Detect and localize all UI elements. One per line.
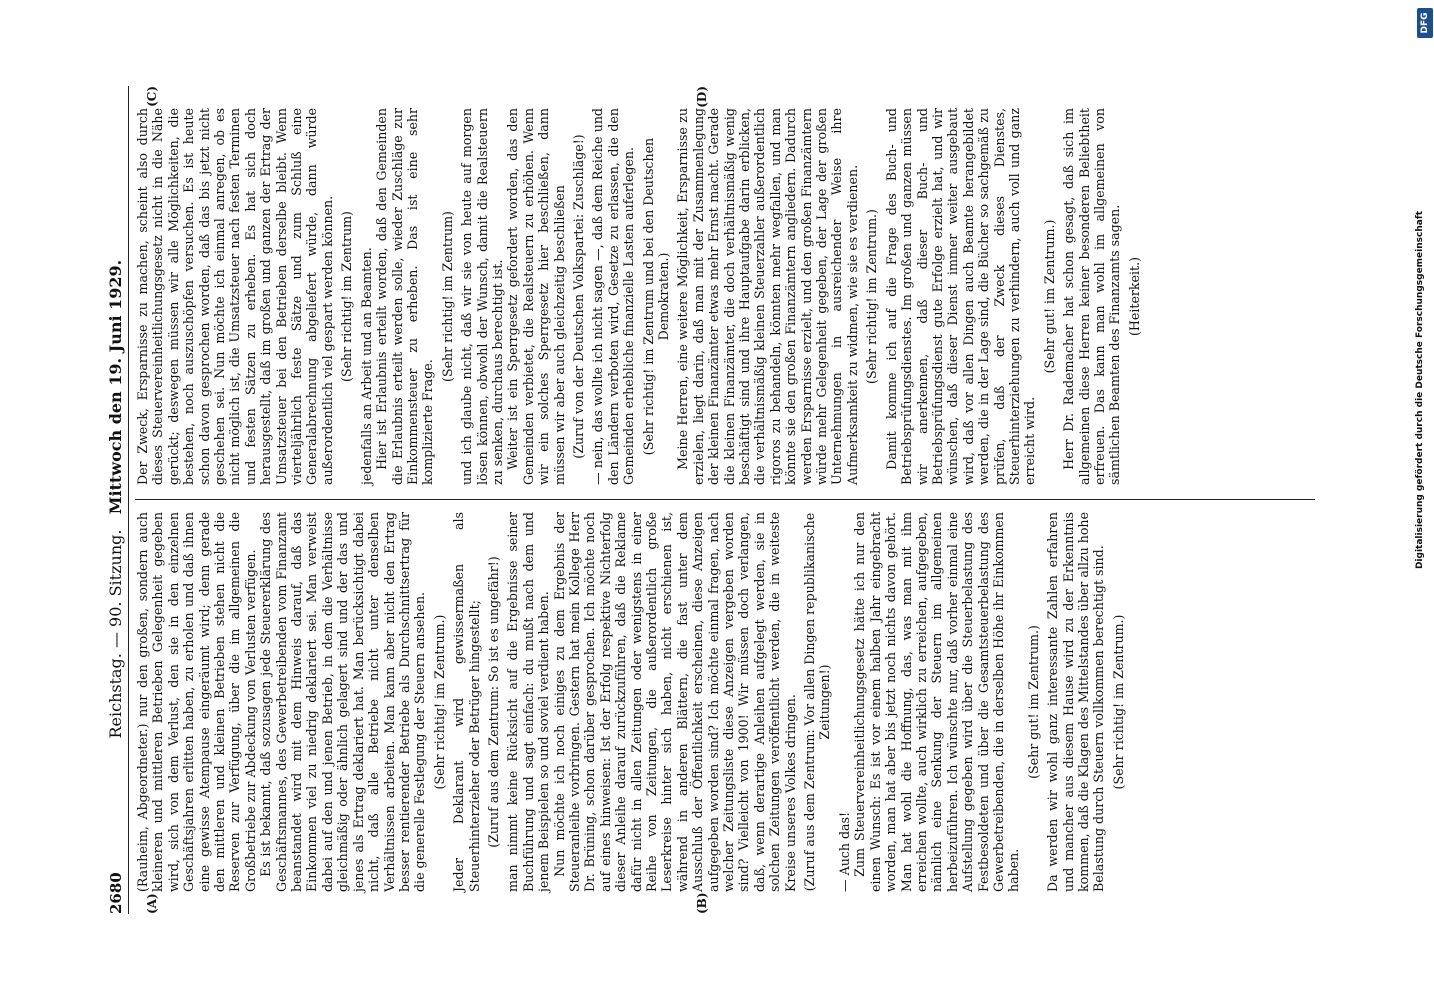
page-number: 2680 (107, 872, 125, 914)
text-columns (135, 86, 1315, 914)
dfg-logo (1417, 8, 1433, 38)
interjection-paragraph: (Sehr richtig! im Zentrum und bei den Deutschen Demokraten.) (640, 137, 671, 456)
right-column (135, 86, 1315, 500)
text-paragraph: Jeder Deklarant wird gewissermaßen als Steuerhinterzieher oder Betrüger hingestellt; (451, 512, 482, 892)
text-paragraph: und ich glaube nicht, daß wir sie von heute auf morgen lösen können, obwohl der Wunsch, damit die Realsteuern zu senken, durchaus berechtigt ist. (459, 108, 505, 485)
text-paragraph: man nimmt keine Rücksicht auf die Ergebnisse seiner Buchführung und sagt einfach: du mußt nach dem und jenem Beispielen so und soviel verdient haben. (505, 512, 552, 892)
dfg-logo-text: DFG (1420, 12, 1430, 34)
margin-marker-a: (A) (145, 893, 159, 914)
text-paragraph: Weiter ist ein Sperrgesetz gefordert worden, das den Gemeinden verbietet, die Realsteuern zu erhöhen. Wenn wir ein solches Sperrgesetz hier beschließen, dann müssen wir aber auch gleichzeitig beschließen (505, 108, 567, 485)
interjection-paragraph: (Zuruf aus dem Zentrum: Vor allen Dingen republikanische Zeitungen!) (802, 512, 833, 892)
text-paragraph: Nun möchte ich noch einiges zu dem Ergebnis der Steueranleihe vorbringen. Gestern hat mein Kollege Herr Dr. Brüning, schon darüber gesprochen. Ich möchte noch auf eines hinweisen: Ist der Erfolg respektive Nichterfolg dieser Anleihe darauf zurückzuführen, daß die Reklame dafür nicht in allen Zeitungen oder wenigstens in einer Reihe von Zeitungen, die außerordentlich große Leserkreise hinter sich haben, nicht erschienen ist, während in anderen Blättern, die fast unter dem Ausschluß der Öffentlichkeit erscheinen, diese Anzeigen aufgegeben worden sind? Ich möchte einmal fragen, nach welcher Zeitungsliste diese Anzeigen vergeben worden sind? Vielleicht von 1900! Wir müssen doch verlangen, daß, wenn derartige Anleihen aufgelegt werden, sie in solchen Zeitungen veröffentlicht werden, die in weiteste Kreise unseres Volkes dringen. (551, 512, 798, 892)
text-paragraph: Damit komme ich auf die Frage des Buch- und Betriebsprüfungsdienstes. Im großen und ganzen müssen wir anerkennen, daß dieser Buch- und Betriebsprüfungsdienst gute Erfolge erzielt hat, und wir wünschen, daß dieser Dienst immer weiter ausgebaut wird, daß vor allen Dingen auch Beamte herangebildet werden, die in der Lage sind, die Bücher so sachgemäß zu prüfen, daß der Zweck dieses Dienstes, Steuerhinterziehungen zu verhindern, auch voll und ganz erreicht wird. (883, 108, 1038, 485)
interjection-paragraph: (Zuruf aus dem Zentrum: So ist es ungefähr!) (485, 556, 501, 848)
interjection-paragraph: (Sehr richtig! im Zentrum.) (431, 614, 447, 790)
margin-marker-c: (C) (145, 86, 159, 107)
interjection-paragraph: (Sehr richtig! im Zentrum) (339, 211, 355, 382)
left-column (135, 500, 1315, 914)
session-date: Mittwoch den 19. Juni 1929. (106, 259, 125, 515)
digitization-note-text: Digitalisierung gefördert durch die Deutsche Forschungsgemeinschaft (1415, 210, 1425, 570)
margin-marker-b: (B) (695, 892, 709, 914)
text-paragraph: Da werden wir wohl ganz interessante Zahlen erfahren und mancher aus diesem Hause wird zu der Erkenntnis kommen, daß die Klagen des Mittelstandes über allzu hohe Belastung durch Steuern vollkommen berechtigt sind. (1045, 512, 1107, 892)
interjection-paragraph: (Sehr richtig! im Zentrum) (439, 211, 455, 382)
text-paragraph: Herr Dr. Rademacher hat schon gesagt, daß sich im allgemeinen diese Herren keiner besonderen Beliebtheit erfreuen. Das kann man wohl im allgemeinen von sämtlichen Beamten des Finanzamts sagen. (1061, 108, 1123, 485)
interjection-paragraph: (Sehr gut! im Zentrum.) (1041, 219, 1057, 374)
text-paragraph: jedenfalls an Arbeit und an Beamten. (358, 247, 374, 485)
interjection-paragraph: (Sehr richtig! im Zentrum.) (1110, 614, 1126, 790)
text-paragraph: Hier ist Erlaubnis erteilt worden, daß den Gemeinden die Erlaubnis erteilt werden solle, wieder Zuschläge zur Einkommensteuer zu erheben. Das ist eine sehr komplizierte Frage. (374, 108, 436, 485)
text-paragraph: Zum Steuervereinheitlichungsgesetz hätte ich nur den einen Wunsch: Es ist vor einem halben Jahr eingebracht worden, man hat aber bis jetzt noch nichts davon gehört. Man hat wohl die Hoffnung, das, was man mit ihm erreichen wollte, auch wirklich zu erreichen, aufgegeben, nämlich eine Senkung der Steuern im allgemeinen herbeizuführen. Ich wünschte nur, daß vorher einmal eine Aufstellung gegeben wird über die Steuerbelastung des Festbesoldeten und über die Gesamtsteuerbelastung des Gewerbetreibenden, die in derselben Höhe ihr Einkommen haben. (852, 512, 1022, 892)
page-header (106, 86, 129, 914)
text-paragraph: — Auch das! (836, 811, 852, 892)
digitization-note (1410, 40, 1430, 740)
text-paragraph: (Rauheim, Abgeordneter.) nur den großen, sondern auch kleineren und mittleren Betrieben Gelegenheit gegeben wird, sich von dem Verlust, den sie in den einzelnen Geschäftsjahren erlitten haben, zu erholen und daß ihnen eine gewisse Atempause eingeräumt wird; denn gerade den mittleren und kleinen Betrieben stehen nicht die Reserven zur Verfügung, über die im allgemeinen die Großbetriebe zur Abdeckung von Verlusten verfügen. (135, 512, 258, 892)
text-paragraph: Meine Herren, eine weitere Möglichkeit, Ersparnisse zu erzielen, liegt darin, daß man mit der Zusammenlegung der kleinen Finanzämter etwas mehr Ernst macht. Gerade die kleinen Finanzämter, die doch verhältnismäßig wenig beschäftigt sind und ihre Hauptaufgabe darin erblicken, die verhältnismäßig kleinen Steuerzahler außerordentlich rigoros zu behandeln, könnten mehr wegfallen, und man könnte sie den großen Finanzämtern angliedern. Dadurch werden Ersparnisse erzielt, und den großen Finanzämtern würde mehr Gelegenheit gegeben, der Lage der großen Unternehmungen in ausreichender Weise ihre Aufmerksamkeit zu widmen, wie sie es verdienen. (675, 108, 860, 485)
page-title (106, 126, 125, 872)
interjection-paragraph: (Heiterkeit.) (1126, 257, 1142, 336)
interjection-paragraph: (Sehr richtig! im Zentrum.) (864, 209, 880, 384)
session-title: Reichstag. — 90. Sitzung. (106, 529, 125, 739)
margin-marker-d: (D) (695, 86, 709, 108)
text-paragraph: — nein, das wollte ich nicht sagen —, daß dem Reiche und den Ländern verboten wird, Gesetze zu erlassen, die den Gemeinden erhebliche finanzielle Lasten auferlegen. (590, 108, 637, 485)
document-page (92, 50, 1342, 950)
interjection-paragraph: (Sehr gut! im Zentrum.) (1025, 625, 1041, 779)
text-paragraph: Der Zweck, Ersparnisse zu machen, scheint also durch dieses Steuervereinheitlichungsgesetz nicht in die Nähe gerückt; deswegen müssen wir alle Möglichkeiten, die bestehen, noch auszuschöpfen versuchen. Es ist heute schon davon gesprochen worden, daß das bis jetzt nicht geschehen sei. Nun möchte ich einmal anregen, ob es nicht möglich ist, die Umsatzsteuer nach festen Terminen und festen Sätzen zu erheben. Es hat sich doch herausgestellt, daß im großen und ganzen der Ertrag der Umsatzsteuer bei den Betrieben derselbe bleibt. Wenn vierteljährlich feste Sätze und zum Schluß eine Generalabrechnung abgeliefert würde, dann würde außerordentlich viel gespart werden können. (135, 108, 335, 485)
interjection-paragraph: (Zuruf von der Deutschen Volkspartei: Zuschläge!) (570, 134, 586, 459)
text-paragraph: Es ist bekannt, daß sozusagen jede Steuererklärung des Geschäftsmannes, des Gewerbetreibenden vom Finanzamt beanstandet wird mit dem Hinweis darauf, daß das Einkommen viel zu niedrig deklariert sei. Man verweist dabei auf den und jenen Betrieb, in dem die Verhältnisse gleichmäßig oder ähnlich gelagert sind und der das und jenes als Ertrag deklariert hat. Man berücksichtigt dabei nicht, daß alle Betriebe nicht unter denselben Verhältnissen arbeiten. Man kann aber nicht den Ertrag besser rentierender Betriebe als Durchschnittsertrag für die generelle Festlegung der Steuern ansehen. (258, 512, 428, 892)
